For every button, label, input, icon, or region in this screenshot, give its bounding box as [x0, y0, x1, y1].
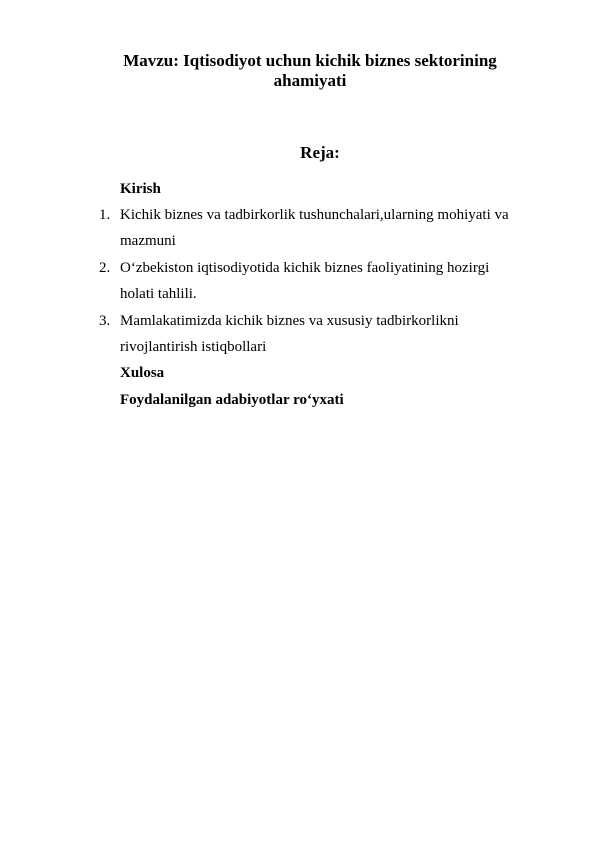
plan-item-text-line-1: Kichik biznes va tadbirkorlik tushunchalari,ularning mohiyati va	[120, 207, 509, 223]
title-line-2: ahamiyati	[273, 71, 347, 90]
title-line-1: Mavzu: Iqtisodiyot uchun kichik biznes sektorining	[123, 51, 497, 70]
plan-item-references: Foydalanilgan adabiyotlar ro‘yxati	[120, 392, 344, 408]
plan-item-number: 1.	[99, 207, 111, 223]
plan-item-number: 3.	[99, 313, 111, 329]
plan-item-text-line-2: holati tahlili.	[120, 286, 197, 302]
plan-item-text-line-1: Mamlakatimizda kichik biznes va xususiy tadbirkorlikni	[120, 313, 459, 329]
plan-item-text-line-2: mazmuni	[120, 233, 176, 249]
plan-item-text-line-1: O‘zbekiston iqtisodiyotida kichik biznes faoliyatining hozirgi	[120, 260, 490, 276]
plan-item-conclusion: Xulosa	[120, 365, 165, 381]
plan-item-number: 2.	[99, 260, 111, 276]
plan-item-text-line-2: rivojlantirish istiqbollari	[120, 339, 267, 355]
plan-heading: Reja:	[300, 143, 340, 162]
document-title	[100, 51, 520, 91]
plan-item-intro: Kirish	[120, 181, 161, 197]
